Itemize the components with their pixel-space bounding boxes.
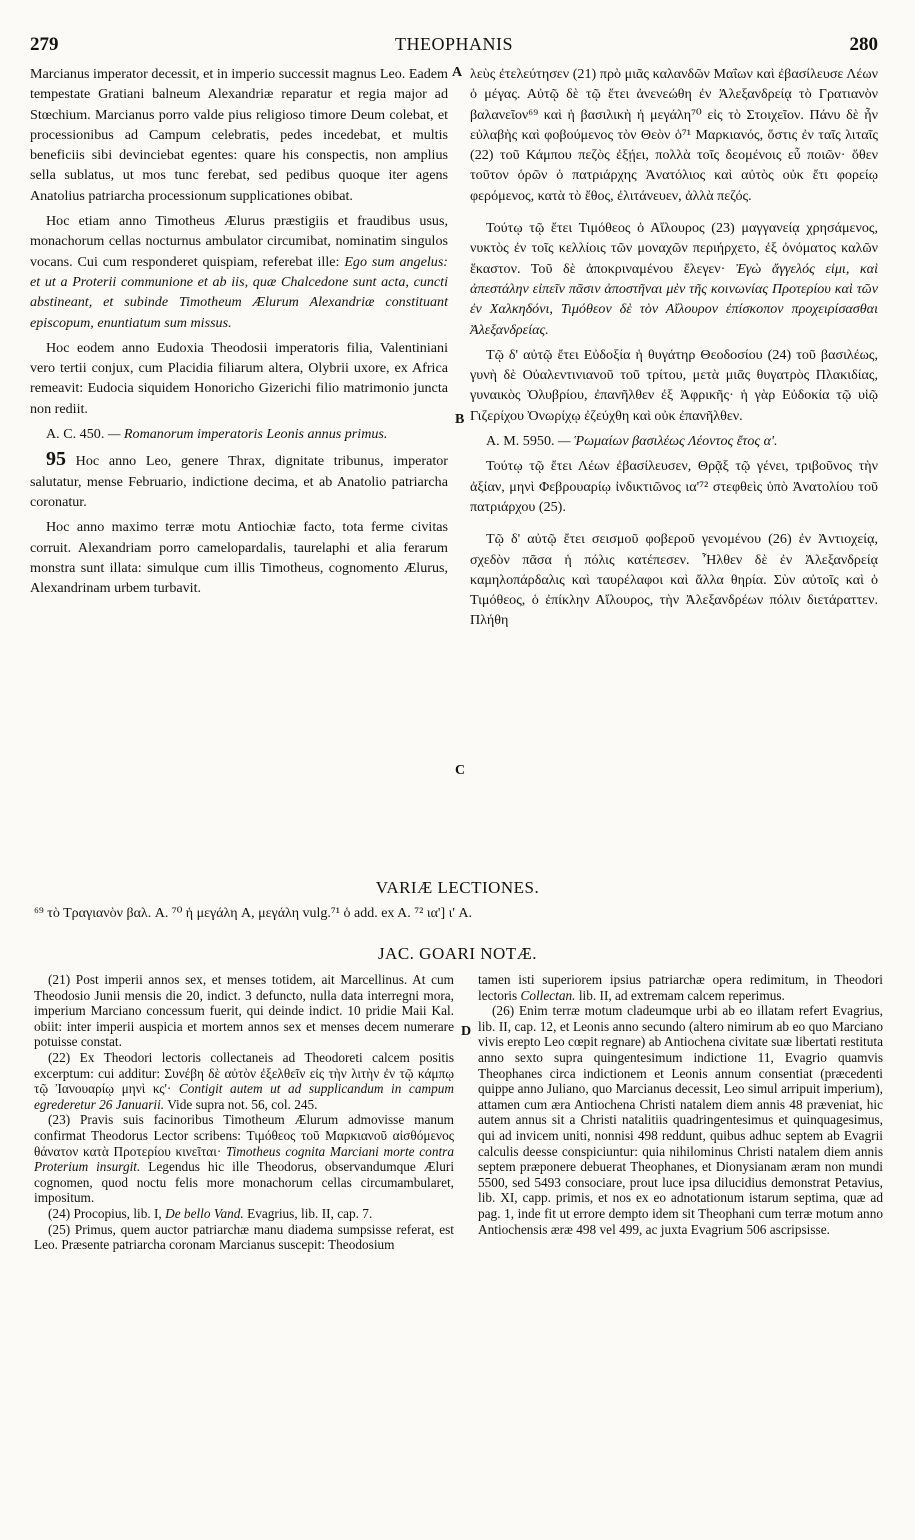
latin-paragraph-1: Marcianus imperator decessit, et in imperio successit magnus Leo. Eadem tempestate Gratiani balneum Alexandriæ reparatur et regia major ad Stœchium. Marcianus porro valde pius religioso timore Deum colebat, et processionibus ad Campum celebratis, pedes incedebat, et multis beneficiis sibi devinciebat egentes: quare his conspectis, non amplius sella sublatus, ut mos tunc ferebat, sed pedibus quoque iter agens Anatolius patriarcha processionum supplicationes obibat. (30, 66, 448, 204)
greek-year: A. M. 5950. (486, 433, 555, 450)
greek-paragraph-1: λεὺς ἐτελεύτησεν (21) πρὸ μιᾶς καλανδῶν Μαΐων καὶ ἐβασίλευσε Λέων ὁ μέγας. Αὐτῷ δὲ τῷ ἔτει ἀνενεώθη ἐν Ἀλεξανδρείᾳ τὸ Γρατιανὸν βαλανεῖον⁶⁹ καὶ ἡ βασιλικὴ ἡ μεγάλη⁷⁰ εἰς τὸ Στοιχεῖον. Πάνυ δὲ ἦν εὐλαβὴς καὶ φοβούμενος τὸν Θεὸν ὁ⁷¹ Μαρκιανός, ὅστις ἐν ταῖς λιταῖς (22) τοῦ Κάμπου πεζὸς ἐξῄει, πολλὰ τοῖς δεομένοις εὖ ποιῶν· ὅθεν τοῦτον ὁρῶν ὁ πατριάρχης Ἀνατόλιος καὶ αὐτὸς οὐκ ἔτι φορείῳ φερόμενος, κατὰ τὸ ἔθος, ἐλιτάνευεν, ἀλλὰ πεζός. (470, 66, 878, 204)
note-24-italic: De bello Vand. (165, 1205, 244, 1221)
greek-year-title: — Ῥωμαίων βασιλέως Λέοντος ἔτος α'. (558, 433, 778, 450)
latin-paragraph-5: Hoc anno maximo terræ motu Antiochiæ facto, tota ferme civitas corruit. Alexandriam porro camelopardalis, taurelaphi et alia ferarum monstra sunt illata: simulque cum illis Timotheus, cognomento Ælurus, Alexandrinam urbem turbavit. (30, 519, 448, 597)
note-25-continued (478, 972, 883, 1003)
note-23-text: (23) Pravis suis facinoribus Timotheum Ælurum admovisse manum confirmat Theodorus Lector scribens: Τιμόθεος τοῦ Μαρκιανοῦ αἰσθόμενος θάνατον κατὰ Προτερίου κινεῖται· (34, 1112, 454, 1159)
margin-letter-d: D (461, 1024, 472, 1039)
note-22-text: (22) Ex Theodori lectoris collectaneis ad Theodoreti calcem positis excerptum: cui additur: Συνέβη δὲ αὐτὸν ἐξελθεῖν εἰς τὴν λιτὴν ἐν τῷ κάμπῳ τῷ Ἰανουαρίῳ μηνὶ κς'· (34, 1049, 454, 1097)
note-24 (34, 1206, 454, 1222)
note-23-italic: Timotheus cognita Marciani morte contra Proterium insurgit. (34, 1143, 454, 1175)
latin-paragraph-3: Hoc eodem anno Eudoxia Theodosii imperatoris filia, Valentiniani vero tertii conjux, cum Placidia filiarum altera, Olybrii uxore, ex Africa remeavit: Eudocia siquidem Honoricho Gizerichi filio matrimonio juncta non rediit. (30, 339, 448, 417)
note-22-ref: Vide supra not. 56, col. 245. (167, 1096, 318, 1112)
latin-p2-italic: Ego sum angelus: et ut a Proterii communione et ab iis, quæ Chalcedone sunt acta, cuncti abstineant, et subinde Timotheum Ælurum Alexandriæ constituant episcopum, enuntiatum sum missus. (30, 253, 448, 331)
note-22 (34, 1050, 454, 1112)
page-number-left: 279 (30, 34, 59, 55)
greek-year-line (470, 431, 878, 451)
note-21: (21) Post imperii annos sex, et menses totidem, ait Marcellinus. At cum Theodosio Junii mensis die 20, indict. 3 defuncto, nulla data interregni mora, imperium Marciano concessum fuerit, qui deinde indict. 10 pridie Maii Kal. obiit: inter imperii auspicia et mortem annos sex et menses decem numerare potuisse constat. (34, 972, 454, 1050)
greek-p2-italic: Ἐγὼ ἄγγελός εἰμι, καὶ ἀπεστάλην εἰπεῖν πᾶσιν ἀποστῆναι μὲν τῆς κοινωνίας Προτερίου καὶ τῶν ἐν Χαλκηδόνι, Τιμόθεον δὲ τὸν Αἴλουρον ἐπίσκοπον προχειρίσασθαι Ἀλεξανδρείας. (470, 260, 878, 338)
notes-heading: JAC. GOARI NOTÆ. (377, 944, 538, 963)
note-25-cont-text: tamen isti superiorem ipsius patriarchæ opera redimitum, in Theodori lectoris (478, 972, 883, 1003)
latin-p2-text: Hoc etiam anno Timotheus Ælurus præstigiis et fraudibus usus, monachorum cellas nocturnus ambulator circumibat, nominatim singulos vocans. Cui cum responderet quispiam, referebat ille: (30, 213, 448, 270)
note-25: (25) Primus, quem auctor patriarchæ manu diadema sumpsisse referat, est Leo. Præsente patriarcha coronam Marcianus suscepit: Theodosium (34, 1221, 454, 1253)
note-23 (34, 1112, 454, 1206)
note-24-rest: Evagrius, lib. II, cap. 7. (247, 1205, 373, 1221)
variae-heading: VARIÆ LECTIONES. (375, 878, 540, 897)
note-25-cont-rest: lib. II, ad extremam calcem reperimus. (578, 987, 785, 1003)
margin-letter-c: C (455, 763, 466, 778)
note-25-cont-italic: Collectan. (520, 987, 576, 1003)
note-23-rest: Legendus hic ille Theodorus, observandumque Æluri cognomen, quod noctu felis more monachorum cellas circumambularet, impositum. (34, 1159, 455, 1206)
latin-paragraph-4 (30, 449, 448, 512)
variae-lectiones: ⁶⁹ τὸ Τραγιανὸν βαλ. A. ⁷⁰ ἡ μεγάλη A, μεγάλη vulg.⁷¹ ὁ add. ex A. ⁷² ια'] ι' A. (34, 906, 473, 921)
greek-column (470, 64, 878, 631)
note-22-italic: Contigit autem ut ad supplicandum in campum egrederetur 26 Januarii. (34, 1081, 454, 1112)
note-26: (26) Enim terræ motum cladeumque urbi ab eo illatam refert Evagrius, lib. II, cap. 12, et Leonis anno secundo (altero nimirum ab eo quo Marciano vivis erepto Leo cœpit regnare) ab Antiochena civitate suæ libertati restituta anno sexto supra quingentesimum indictione 11, Evagrio quamvis Theophanes circa indictionem et Leonis annum consentiat (præcedenti quippe anno Juliano, quo Marcianus decessit, Leo simul arripuit imperium), attamen cum æra Antiochena Christi natalem diem annis 48 præveniat, hic autem annus sit a Christi natalitiis quadringentesimus et quinquagesimus, qui ad invicem uniti, nonnisi 498 reddunt, quibus adhuc septem ab Evagrii calculis deesse conspiciuntur: quia nihilominus Christi natalem diem annis septem præponere debuerat Theophanes, et Dionysianam æram non mundi 5500, sed 5493 consociare, prout luce ipsa dilucidius demonstrat Petavius, lib. XI, capp. primis, et nos ex eo adnotationum istarum septima, quæ ad pag. 1, inde fit ut errore dempto idem sit Theophani cum terræ motum anno Antiochensis æræ 498 vel 499, ac juxta Evagrium 506 ascripsisse. (478, 1003, 883, 1237)
greek-paragraph-3: Τῷ δ' αὐτῷ ἔτει Εὐδοξία ἡ θυγάτηρ Θεοδοσίου (24) τοῦ βασιλέως, γυνὴ δὲ Οὐαλεντινιανοῦ τοῦ τρίτου, μετὰ μιᾶς θυγατρὸς Πλακιδίας, γυναικὸς Ὀλυβρίου, ἐπανῆλθεν ἐξ Ἀφρικῆς· ἡ γὰρ Εὐδοκία τῷ υἱῷ Γιζερίχου Ὀνωρίχῳ ἐζεύχθη καὶ οὐκ ἐπανῆλθεν. (470, 346, 878, 424)
notes-column-right (478, 972, 883, 1237)
greek-p2-text: Τούτῳ τῷ ἔτει Τιμόθεος ὁ Αἴλουρος (23) μαγγανείᾳ χρησάμενος, νυκτὸς ἐν τοῖς κελλίοις τῶν μοναχῶν περιήρχετο, ἐξ ὀνόματος καλῶν ἕκαστον. Τοῦ δὲ ἀποκριναμένου ἔλεγεν· (470, 220, 878, 277)
margin-letter-a: A (452, 65, 463, 80)
latin-year: A. C. 450. (46, 426, 105, 443)
latin-paragraph-2 (30, 211, 448, 333)
latin-p4-text: Hoc anno Leo, genere Thrax, dignitate tribunus, imperator salutatur, mense Februario, indictione decima, et ab Anatolio patriarcha coronatur. (30, 453, 448, 510)
page-number-right: 280 (849, 34, 878, 55)
running-header (30, 34, 878, 58)
notes-column-left (34, 972, 454, 1253)
note-24-text: (24) Procopius, lib. I, (48, 1205, 162, 1221)
latin-column (30, 64, 448, 598)
section-number: 95 (46, 448, 66, 471)
greek-paragraph-4: Τούτῳ τῷ ἔτει Λέων ἐβασίλευσεν, Θρᾷξ τῷ γένει, τριβοῦνος τὴν ἀξίαν, μηνὶ Φεβρουαρίῳ ἰνδικτιῶνος ια'⁷² στεφθεὶς ὑπὸ Ἀνατολίου τοῦ πατριάρχου (25). (470, 458, 878, 515)
latin-year-line (30, 424, 448, 444)
margin-letter-b: B (455, 412, 465, 427)
latin-year-title: — Romanorum imperatoris Leonis annus primus. (107, 426, 388, 443)
running-title: THEOPHANIS (394, 34, 513, 54)
greek-paragraph-5: Τῷ δ' αὐτῷ ἔτει σεισμοῦ φοβεροῦ γενομένου (26) ἐν Ἀντιοχείᾳ, σχεδὸν πᾶσα ἡ πόλις κατέπεσεν. Ἦλθεν δὲ ἐν Ἀλεξανδρείᾳ καμηλοπάρδαλις καὶ ταυρέλαφοι καὶ ἄλλα θηρία. Σὺν αὐτοῖς καὶ ὁ Τιμόθεος, ὁ ἐπίκλην Αἴλουρος, τὴν Ἀλεξανδρέων πόλιν διετάραττεν. Πλήθη (470, 531, 878, 629)
greek-paragraph-2 (470, 218, 878, 340)
